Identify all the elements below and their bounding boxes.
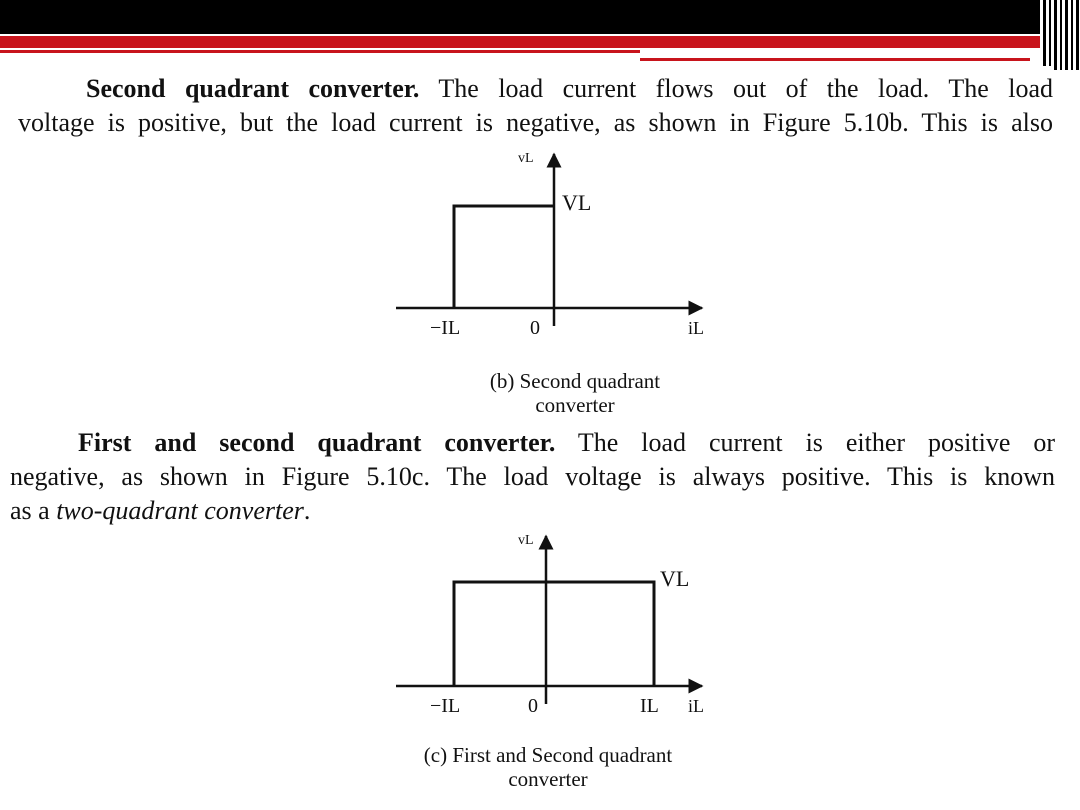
figure-c-first-second-quadrant	[390, 530, 730, 802]
section-title: First and second quadrant converter.	[78, 428, 556, 457]
origin-label: 0	[528, 695, 538, 717]
paragraph-second-quadrant	[18, 72, 1053, 140]
accent-bar	[0, 36, 1060, 48]
emphasis-term: two-quadrant converter	[56, 496, 304, 525]
caption-line-2: converter	[535, 393, 615, 417]
pos-current-label: IL	[640, 695, 659, 717]
header-bar	[0, 0, 1080, 34]
line-suffix: .	[303, 496, 311, 525]
paragraph-line	[18, 72, 1053, 106]
sentence-text: The load current is either positive or	[577, 428, 1056, 457]
y-axis-label: vL	[518, 533, 534, 548]
paragraph-line	[10, 494, 1055, 528]
x-axis-label: iL	[688, 318, 704, 338]
voltage-label: VL	[660, 566, 690, 591]
neg-current-label: −IL	[430, 695, 461, 717]
corner-stripes	[1040, 0, 1080, 70]
paragraph-line: negative, as shown in Figure 5.10c. The load voltage is always positive. This is known	[10, 462, 1055, 491]
voltage-trace	[454, 582, 654, 686]
voltage-trace	[454, 206, 554, 308]
origin-label: 0	[530, 317, 540, 339]
y-axis-label: vL	[518, 151, 534, 166]
x-axis-label: iL	[688, 696, 704, 716]
figure-b-second-quadrant	[390, 148, 720, 420]
accent-line-right	[640, 58, 1030, 61]
neg-current-label: −IL	[430, 317, 461, 339]
line-prefix: as a	[10, 496, 50, 525]
paragraph-line	[10, 426, 1055, 460]
caption-line-1: (b) Second quadrant	[489, 369, 661, 393]
accent-line-left	[0, 50, 640, 53]
sentence-text: The load current flows out of the load. The load	[438, 74, 1053, 103]
paragraph-two-quadrant	[10, 426, 1055, 528]
paragraph-line: voltage is positive, but the load current is negative, as shown in Figure 5.10b. This is also	[18, 108, 1053, 137]
section-title: Second quadrant converter.	[86, 74, 420, 103]
voltage-label: VL	[562, 190, 592, 215]
caption-line-1: (c) First and Second quadrant	[423, 743, 673, 767]
caption-line-2: converter	[508, 767, 588, 791]
